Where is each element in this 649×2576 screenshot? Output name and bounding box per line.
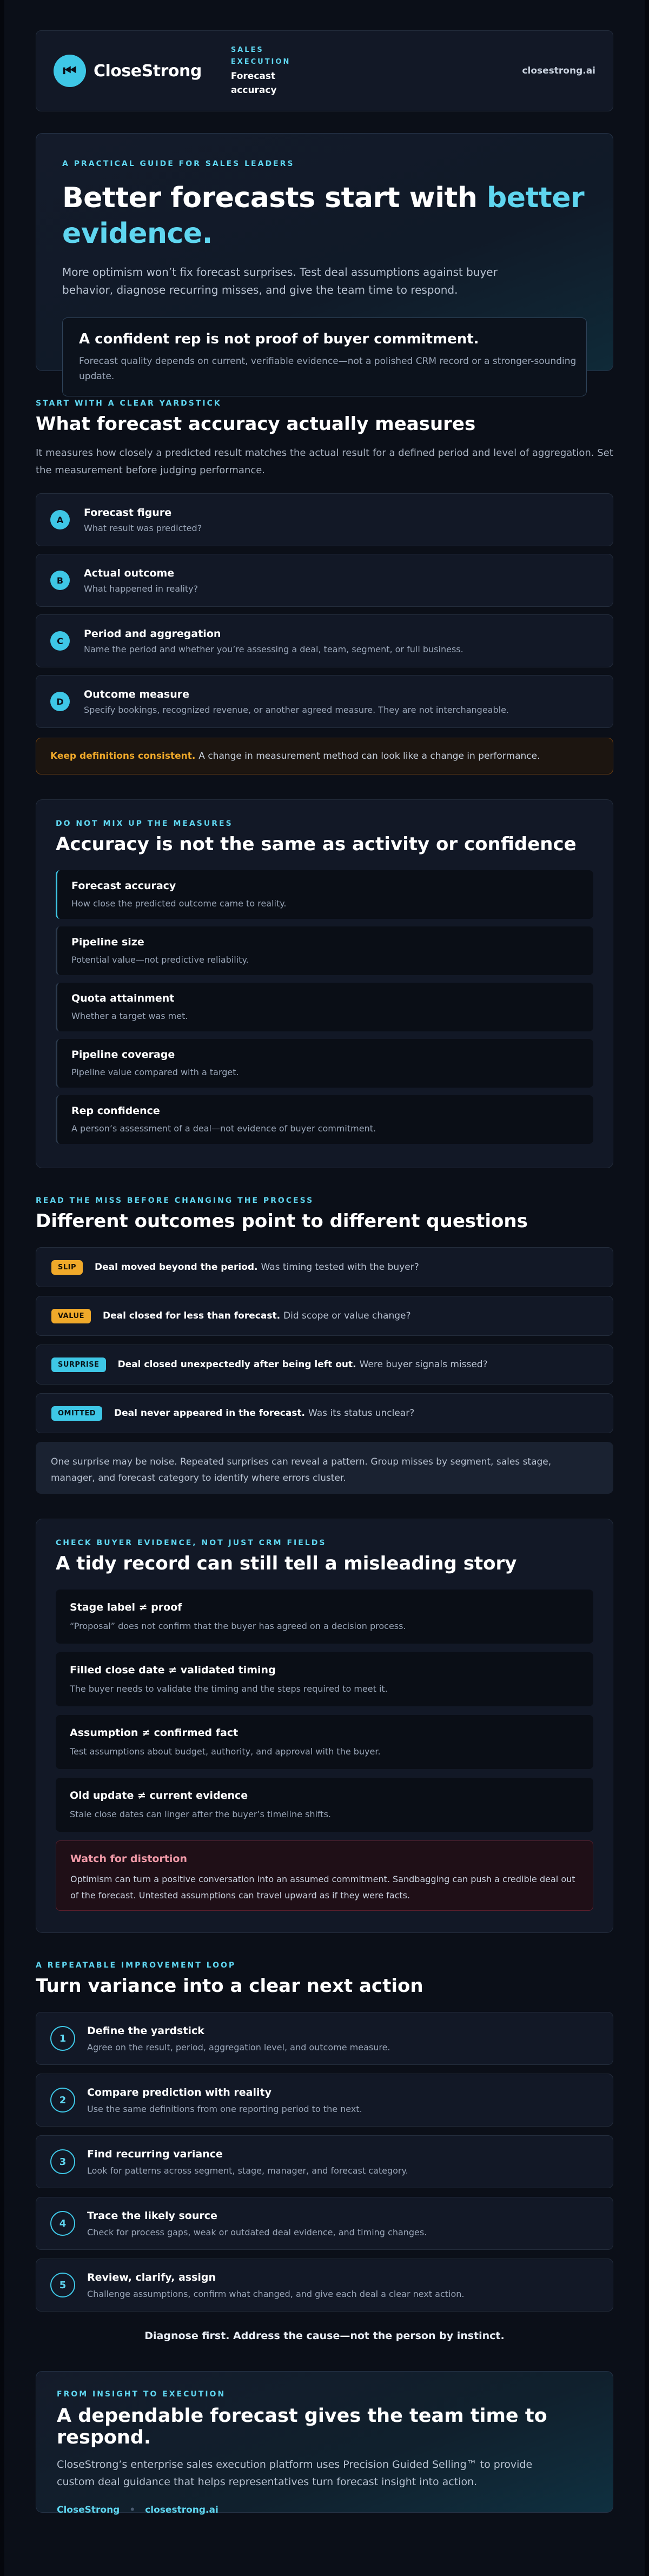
- evidence-panel: [36, 1519, 613, 1933]
- accuracy-title: Accuracy is not the same as activity or confidence: [56, 833, 577, 855]
- measure-desc: Pipeline value compared with a target.: [71, 1067, 239, 1077]
- measure-desc: A person’s assessment of a deal—not evidence of buyer commitment.: [71, 1123, 376, 1134]
- site-header: [36, 30, 613, 111]
- step-number: 1: [50, 2026, 75, 2051]
- distortion-title: Watch for distortion: [70, 1853, 187, 1865]
- slip-badge: SLIP: [51, 1260, 83, 1275]
- step-item: [36, 2259, 613, 2312]
- criteria-title: Actual outcome: [84, 567, 175, 579]
- cta-url-link[interactable]: closestrong.ai: [145, 2505, 218, 2515]
- step-desc: Challenge assumptions, confirm what changed, and give each deal a clear next action.: [87, 2288, 465, 2299]
- accuracy-kicker: DO NOT MIX UP THE MEASURES: [56, 819, 233, 828]
- measure-title: Rep confidence: [71, 1105, 160, 1117]
- hero-section: [36, 133, 613, 382]
- header-title: Forecast accuracy: [230, 71, 277, 96]
- criteria-desc: Name the period and whether you’re assessing a deal, team, segment, or full business.: [84, 644, 463, 654]
- evidence-item: [56, 1778, 593, 1832]
- criteria-title: Forecast figure: [84, 506, 172, 519]
- evidence-kicker: CHECK BUYER EVIDENCE, NOT JUST CRM FIELDS: [56, 1539, 327, 1547]
- callout-title: A confident rep is not proof of buyer commitment.: [79, 331, 479, 347]
- criteria-list: [36, 493, 613, 728]
- evidence-item: [56, 1652, 593, 1706]
- step-number: 3: [50, 2149, 75, 2174]
- outcome-item: [36, 1345, 613, 1385]
- step-item: [36, 2197, 613, 2250]
- evidence-item: [56, 1590, 593, 1644]
- outcome-item: [36, 1393, 613, 1433]
- criteria-desc: What happened in reality?: [84, 583, 198, 594]
- criteria-desc: What result was predicted?: [84, 522, 202, 533]
- logo-icon[interactable]: ⏮: [54, 55, 86, 87]
- measure-item: [56, 1095, 593, 1144]
- step-title: Compare prediction with reality: [87, 2086, 271, 2098]
- evidence-item-title: Assumption ≠ confirmed fact: [70, 1727, 239, 1739]
- criteria-item: [36, 675, 613, 728]
- cta-title: A dependable forecast gives the team time to respond.: [57, 2405, 547, 2448]
- step-title: Define the yardstick: [87, 2024, 204, 2037]
- value-badge: VALUE: [51, 1309, 91, 1323]
- hero-title-main: Better forecasts start with: [62, 182, 487, 214]
- distortion-text: Optimism can turn a positive conversation into an assumed commitment. Sandbagging can push a credible deal out of the forecast. Untested assumptions can travel upward as if they were facts.: [70, 1874, 575, 1900]
- hero-title-accent: better evidence.: [62, 182, 585, 250]
- outcome-bold: Deal closed for less than forecast.: [103, 1310, 281, 1321]
- cta-text: CloseStrong’s enterprise sales execution platform uses Precision Guided Selling™ to provide custom deal guidance that helps representatives turn forecast insight into action.: [57, 2459, 533, 2488]
- measure-item: [56, 1039, 593, 1088]
- step-desc: Look for patterns across segment, stage, manager, and forecast category.: [87, 2165, 408, 2176]
- cta-panel: [36, 2371, 613, 2513]
- step-number: 5: [50, 2273, 75, 2297]
- cta-separator: •: [129, 2505, 136, 2515]
- measure-title: Quota attainment: [71, 992, 175, 1004]
- outcome-bold: Deal never appeared in the forecast.: [114, 1408, 306, 1419]
- outcomes-section: [36, 1196, 613, 1494]
- callout-text: Forecast quality depends on current, verifiable evidence—not a polished CRM record or a stronger-sounding update.: [79, 356, 577, 382]
- step-item: [36, 2074, 613, 2127]
- yardstick-section: [36, 399, 613, 774]
- outcome-bold: Deal moved beyond the period.: [95, 1262, 258, 1273]
- header-kicker: SALES EXECUTION: [230, 46, 291, 66]
- step-title: Review, clarify, assign: [87, 2271, 216, 2283]
- evidence-item-desc: “Proposal” does not confirm that the buyer has agreed on a decision process.: [70, 1621, 406, 1631]
- outcome-bold: Deal closed unexpectedly after being left out.: [117, 1359, 356, 1370]
- loop-title: Turn variance into a clear next action: [36, 1975, 423, 1997]
- outcomes-kicker: READ THE MISS BEFORE CHANGING THE PROCESS: [36, 1196, 314, 1205]
- evidence-title: A tidy record can still tell a misleading story: [56, 1553, 517, 1574]
- loop-section: [36, 1961, 613, 2342]
- evidence-item-desc: Test assumptions about budget, authority, and approval with the buyer.: [70, 1746, 381, 1757]
- steps-list: [36, 2012, 613, 2312]
- evidence-item-title: Old update ≠ current evidence: [70, 1790, 248, 1802]
- step-item: [36, 2012, 613, 2065]
- cta-kicker: FROM INSIGHT TO EXECUTION: [57, 2390, 226, 2399]
- criteria-item: [36, 554, 613, 607]
- criteria-desc: Specify bookings, recognized revenue, or another agreed measure. They are not interchangeable.: [84, 704, 509, 715]
- definitions-note: [36, 738, 613, 774]
- hero-lede: More optimism won’t fix forecast surprises. Test deal assumptions against buyer behavior, diagnose recurring misses, and give the team time to respond.: [62, 266, 498, 296]
- hero-callout: [62, 317, 587, 396]
- outcomes-title: Different outcomes point to different questions: [36, 1210, 528, 1232]
- criteria-badge: D: [50, 692, 70, 711]
- cta-links: [57, 2505, 592, 2515]
- measure-desc: Potential value—not predictive reliability.: [71, 955, 249, 965]
- outcome-item: [36, 1296, 613, 1336]
- measure-title: Pipeline coverage: [71, 1049, 175, 1061]
- criteria-badge: C: [50, 631, 70, 651]
- step-title: Find recurring variance: [87, 2148, 223, 2160]
- criteria-title: Period and aggregation: [84, 627, 221, 640]
- evidence-item-title: Stage label ≠ proof: [70, 1601, 182, 1613]
- step-title: Trace the likely source: [87, 2209, 217, 2222]
- yardstick-title: What forecast accuracy actually measures: [36, 413, 476, 435]
- yardstick-kicker: START WITH A CLEAR YARDSTICK: [36, 399, 222, 408]
- surprise-badge: SURPRISE: [51, 1357, 106, 1372]
- outcomes-note: One surprise may be noise. Repeated surprises can reveal a pattern. Group misses by segment, sales stage, manager, and forecast category to identify where errors cluster.: [36, 1442, 613, 1494]
- hero-kicker: A PRACTICAL GUIDE FOR SALES LEADERS: [62, 160, 295, 168]
- frame-edge-right: [645, 0, 649, 2576]
- outcome-item: [36, 1247, 613, 1287]
- criteria-badge: A: [50, 510, 70, 529]
- outcome-question: Were buyer signals missed?: [359, 1359, 488, 1370]
- yardstick-intro: It measures how closely a predicted result matches the actual result for a defined period and level of aggregation. Set the measurement before judging performance.: [36, 447, 613, 476]
- measure-item: [56, 983, 593, 1031]
- criteria-badge: B: [50, 571, 70, 590]
- accuracy-panel: [36, 799, 613, 1168]
- hero-title: [62, 180, 587, 251]
- definitions-note-text: A change in measurement method can look like a change in performance.: [198, 751, 540, 761]
- distortion-warning: [56, 1840, 593, 1911]
- measure-title: Forecast accuracy: [71, 880, 176, 892]
- loop-tagline: Diagnose first. Address the cause—not the person by instinct.: [144, 2330, 505, 2342]
- step-item: [36, 2135, 613, 2188]
- measure-item: [56, 926, 593, 975]
- evidence-list: [56, 1590, 593, 1832]
- outcome-question: Did scope or value change?: [283, 1310, 411, 1321]
- step-number: 2: [50, 2088, 75, 2113]
- evidence-item-desc: Stale close dates can linger after the buyer’s timeline shifts.: [70, 1809, 331, 1819]
- header-section-label: [231, 44, 312, 97]
- criteria-item: [36, 493, 613, 546]
- step-number: 4: [50, 2211, 75, 2236]
- evidence-item: [56, 1715, 593, 1769]
- header-url-link[interactable]: closestrong.ai: [522, 65, 595, 76]
- definitions-note-bold: Keep definitions consistent.: [50, 751, 196, 761]
- loop-kicker: A REPEATABLE IMPROVEMENT LOOP: [36, 1961, 236, 1970]
- measures-list: [56, 870, 593, 1144]
- step-desc: Agree on the result, period, aggregation level, and outcome measure.: [87, 2042, 390, 2052]
- cta-brand-link[interactable]: CloseStrong: [57, 2505, 120, 2515]
- frame-edge-left: [0, 0, 4, 2576]
- measure-title: Pipeline size: [71, 936, 144, 948]
- outcome-question: Was timing tested with the buyer?: [261, 1262, 419, 1273]
- measure-item: [56, 870, 593, 919]
- evidence-item-title: Filled close date ≠ validated timing: [70, 1664, 276, 1676]
- evidence-item-desc: The buyer needs to validate the timing and the steps required to meet it.: [70, 1684, 388, 1694]
- outcomes-list: [36, 1247, 613, 1433]
- step-desc: Check for process gaps, weak or outdated deal evidence, and timing changes.: [87, 2227, 427, 2237]
- measure-desc: How close the predicted outcome came to reality.: [71, 898, 287, 909]
- measure-desc: Whether a target was met.: [71, 1011, 188, 1021]
- criteria-title: Outcome measure: [84, 688, 189, 700]
- brand-name[interactable]: CloseStrong: [94, 61, 202, 81]
- step-desc: Use the same definitions from one reporting period to the next.: [87, 2103, 362, 2114]
- omitted-badge: OMITTED: [51, 1406, 102, 1421]
- outcome-question: Was its status unclear?: [308, 1408, 415, 1419]
- criteria-item: [36, 614, 613, 667]
